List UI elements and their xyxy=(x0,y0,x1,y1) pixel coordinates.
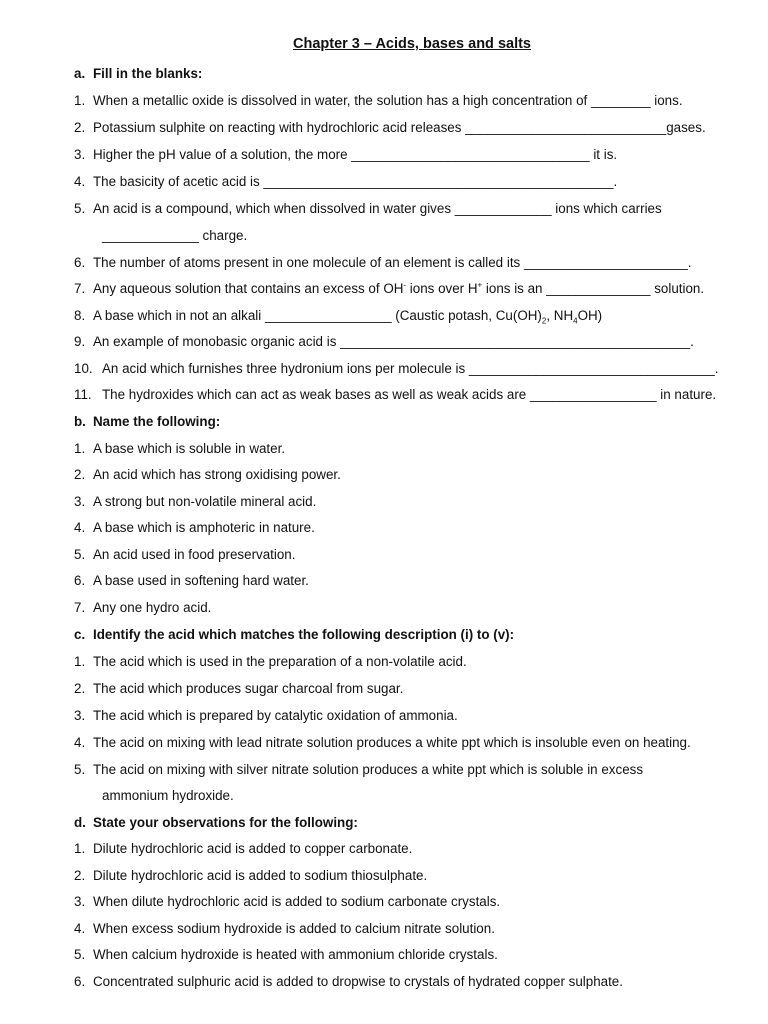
question-number: 1. xyxy=(74,841,86,856)
question-text: An example of monobasic organic acid is _______________________________________________. xyxy=(93,334,694,349)
question-text: The hydroxides which can act as weak bases as well as weak acids are _________________ in nature. xyxy=(102,387,717,402)
question-number: 3. xyxy=(74,147,86,162)
section-heading-text: Fill in the blanks: xyxy=(93,66,203,81)
question-number: 8. xyxy=(74,308,86,323)
question-number: 9. xyxy=(74,334,86,349)
question-text: An acid used in food preservation. xyxy=(93,547,296,562)
question-text xyxy=(93,280,704,298)
text-part: , NH xyxy=(546,308,574,323)
subscript: 2 xyxy=(541,316,547,326)
question-text: A strong but non-volatile mineral acid. xyxy=(93,494,317,509)
question-number: 5. xyxy=(74,547,86,562)
question-number: 4. xyxy=(74,520,86,535)
section-heading-text: State your observations for the following: xyxy=(93,815,358,830)
section-heading-text: Identify the acid which matches the following description (i) to (v): xyxy=(93,627,515,642)
question-number: 6. xyxy=(74,573,86,588)
question-number: 2. xyxy=(74,868,86,883)
question-number: 6. xyxy=(74,255,86,270)
question-number: 4. xyxy=(74,174,86,189)
question-number: 10. xyxy=(74,361,93,376)
question-number: 3. xyxy=(74,894,86,909)
question-text: When calcium hydroxide is heated with ammonium chloride crystals. xyxy=(93,947,498,962)
question-text: Potassium sulphite on reacting with hydrochloric acid releases ___________________________gases. xyxy=(93,120,706,135)
text-part: OH) xyxy=(577,308,603,323)
question-text: When a metallic oxide is dissolved in water, the solution has a high concentration of ________ ions. xyxy=(93,93,683,108)
page-title: Chapter 3 – Acids, bases and salts xyxy=(292,36,531,52)
question-text: The acid which is used in the preparation of a non-volatile acid. xyxy=(93,654,467,669)
question-text: The acid on mixing with lead nitrate solution produces a white ppt which is insoluble even on heating. xyxy=(93,735,691,750)
section-marker: c. xyxy=(74,627,86,642)
question-number: 3. xyxy=(74,708,86,723)
question-number: 7. xyxy=(74,600,86,615)
question-text: _____________ charge. xyxy=(102,228,248,243)
question-number: 7. xyxy=(74,281,86,296)
question-number: 4. xyxy=(74,735,86,750)
subscript: 4 xyxy=(573,316,578,326)
question-text: The basicity of acetic acid is _______________________________________________. xyxy=(93,174,618,189)
question-text: An acid which furnishes three hydronium ions per molecule is _________________________________. xyxy=(102,361,719,376)
question-text: The acid which is prepared by catalytic oxidation of ammonia. xyxy=(93,708,458,723)
question-text: A base used in softening hard water. xyxy=(93,573,309,588)
section-marker: d. xyxy=(74,815,86,830)
question-text: A base which is amphoteric in nature. xyxy=(93,520,315,535)
question-number: 2. xyxy=(74,681,86,696)
question-text: ammonium hydroxide. xyxy=(102,788,234,803)
question-number: 11. xyxy=(74,387,92,402)
text-part: A base which in not an alkali _________________ (Caustic potash, Cu(OH) xyxy=(93,308,542,323)
question-text xyxy=(93,307,602,325)
question-number: 1. xyxy=(74,441,86,456)
question-text: When dilute hydrochloric acid is added to sodium carbonate crystals. xyxy=(93,894,501,909)
section-heading-text: Name the following: xyxy=(93,414,221,429)
superscript: - xyxy=(403,280,407,290)
question-number: 5. xyxy=(74,947,86,962)
text-part: ions over H xyxy=(406,281,478,296)
question-number: 1. xyxy=(74,654,86,669)
question-text: Concentrated sulphuric acid is added to dropwise to crystals of hydrated copper sulphate. xyxy=(93,974,623,989)
question-text: A base which is soluble in water. xyxy=(93,441,286,456)
question-text: Higher the pH value of a solution, the more ________________________________ it is. xyxy=(93,147,618,162)
question-text: When excess sodium hydroxide is added to calcium nitrate solution. xyxy=(93,921,495,936)
question-text: Any one hydro acid. xyxy=(93,600,212,615)
question-number: 1. xyxy=(74,93,86,108)
question-number: 2. xyxy=(74,120,86,135)
question-text: Dilute hydrochloric acid is added to copper carbonate. xyxy=(93,841,413,856)
text-part: ions is an ______________ solution. xyxy=(482,281,705,296)
question-text: The number of atoms present in one molecule of an element is called its ______________________. xyxy=(93,255,692,270)
question-text: The acid on mixing with silver nitrate solution produces a white ppt which is soluble in excess xyxy=(93,762,644,777)
question-text: An acid is a compound, which when dissolved in water gives _____________ ions which carries xyxy=(93,201,662,216)
section-marker: a. xyxy=(74,66,86,81)
question-number: 6. xyxy=(74,974,86,989)
question-text: An acid which has strong oxidising power. xyxy=(93,467,341,482)
question-number: 5. xyxy=(74,201,86,216)
question-number: 2. xyxy=(74,467,86,482)
question-number: 4. xyxy=(74,921,86,936)
superscript: + xyxy=(477,280,483,290)
question-text: Dilute hydrochloric acid is added to sodium thiosulphate. xyxy=(93,868,428,883)
text-part: Any aqueous solution that contains an excess of OH xyxy=(93,281,404,296)
section-marker: b. xyxy=(74,414,86,429)
question-number: 5. xyxy=(74,762,86,777)
question-text: The acid which produces sugar charcoal from sugar. xyxy=(93,681,404,696)
question-number: 3. xyxy=(74,494,86,509)
